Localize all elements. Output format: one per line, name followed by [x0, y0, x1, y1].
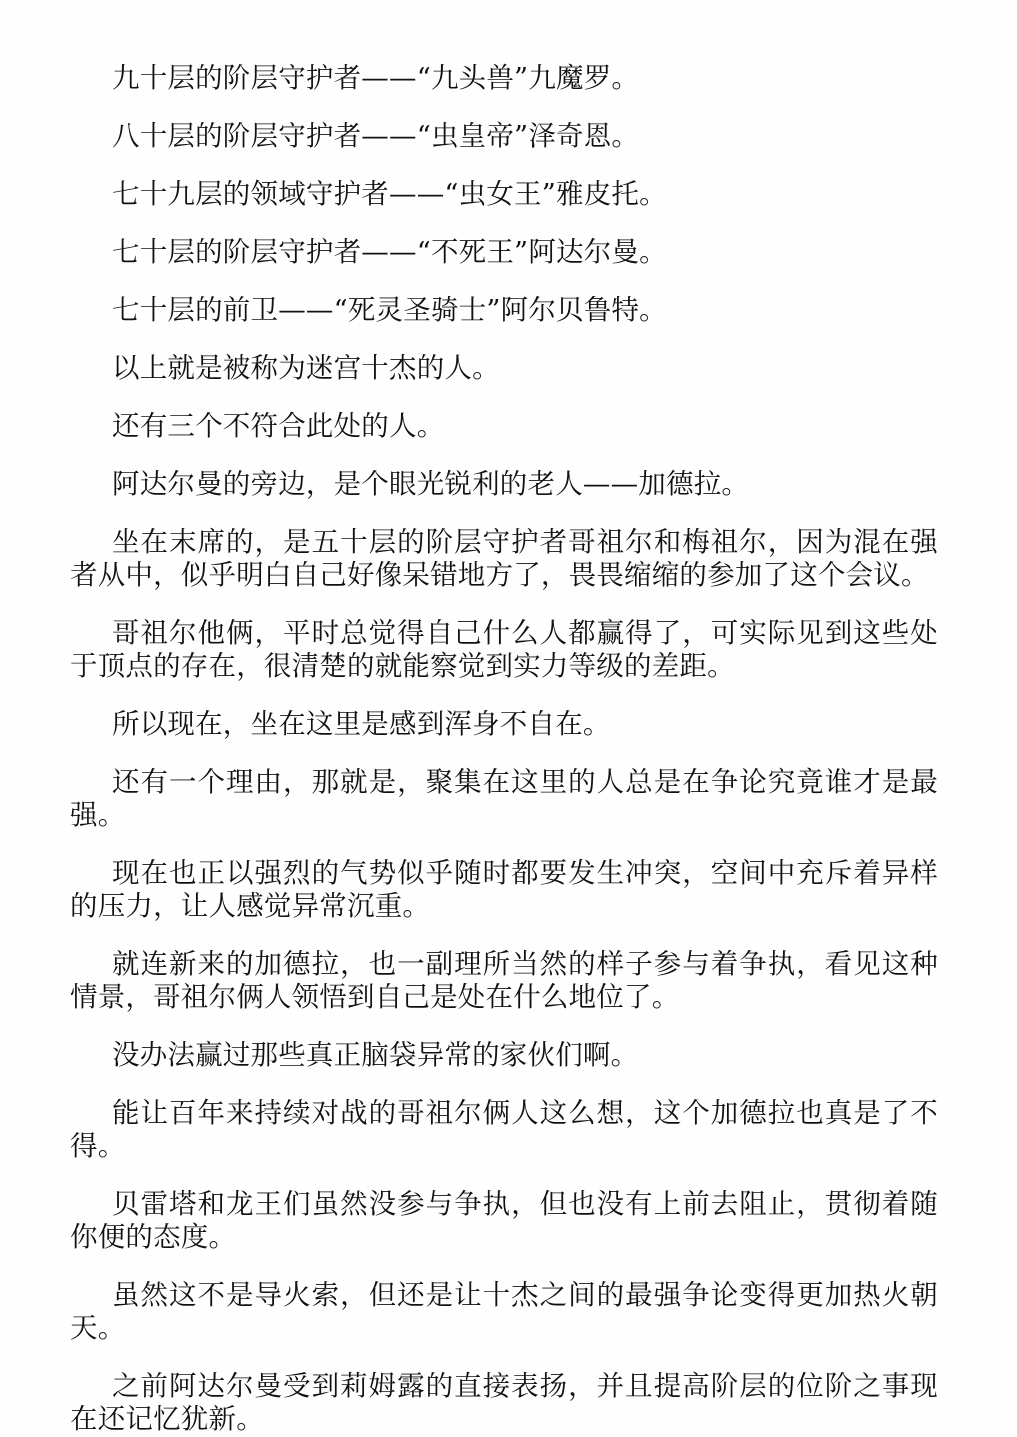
paragraph: 还有一个理由，那就是，聚集在这里的人总是在争论究竟谁才是最强。 — [70, 766, 938, 831]
paragraph: 贝雷塔和龙王们虽然没参与争执，但也没有上前去阻止，贯彻着随你便的态度。 — [70, 1188, 938, 1253]
paragraph: 能让百年来持续对战的哥祖尔俩人这么想，这个加德拉也真是了不得。 — [70, 1097, 938, 1162]
paragraph: 以上就是被称为迷宫十杰的人。 — [112, 352, 500, 384]
paragraph: 就连新来的加德拉，也一副理所当然的样子参与着争执，看见这种情景，哥祖尔俩人领悟到自己是处在什么地位了。 — [70, 948, 938, 1013]
paragraph: 七十层的阶层守护者——“不死王”阿达尔曼。 — [112, 236, 667, 268]
paragraph: 之前阿达尔曼受到莉姆露的直接表扬，并且提高阶层的位阶之事现在还记忆犹新。 — [70, 1370, 938, 1435]
paragraph: 还有三个不符合此处的人。 — [112, 410, 445, 442]
document-text-body — [70, 62, 938, 1436]
paragraph: 七十九层的领域守护者——“虫女王”雅皮托。 — [112, 178, 667, 210]
paragraph: 现在也正以强烈的气势似乎随时都要发生冲突，空间中充斥着异样的压力，让人感觉异常沉重。 — [70, 857, 938, 922]
paragraph: 九十层的阶层守护者——“九头兽”九魔罗。 — [112, 62, 640, 94]
paragraph: 虽然这不是导火索，但还是让十杰之间的最强争论变得更加热火朝天。 — [70, 1279, 938, 1344]
paragraph: 哥祖尔他俩，平时总觉得自己什么人都赢得了，可实际见到这些处于顶点的存在，很清楚的就能察觉到实力等级的差距。 — [70, 617, 938, 682]
paragraph: 阿达尔曼的旁边，是个眼光锐利的老人——加德拉。 — [112, 468, 750, 500]
paragraph: 八十层的阶层守护者——“虫皇帝”泽奇恩。 — [112, 120, 640, 152]
paragraph: 没办法赢过那些真正脑袋异常的家伙们啊。 — [112, 1039, 639, 1071]
paragraph: 七十层的前卫——“死灵圣骑士”阿尔贝鲁特。 — [112, 294, 667, 326]
paragraph: 所以现在，坐在这里是感到浑身不自在。 — [112, 708, 611, 740]
paragraph: 坐在末席的，是五十层的阶层守护者哥祖尔和梅祖尔，因为混在强者从中，似乎明白自己好像呆错地方了，畏畏缩缩的参加了这个会议。 — [70, 526, 938, 591]
